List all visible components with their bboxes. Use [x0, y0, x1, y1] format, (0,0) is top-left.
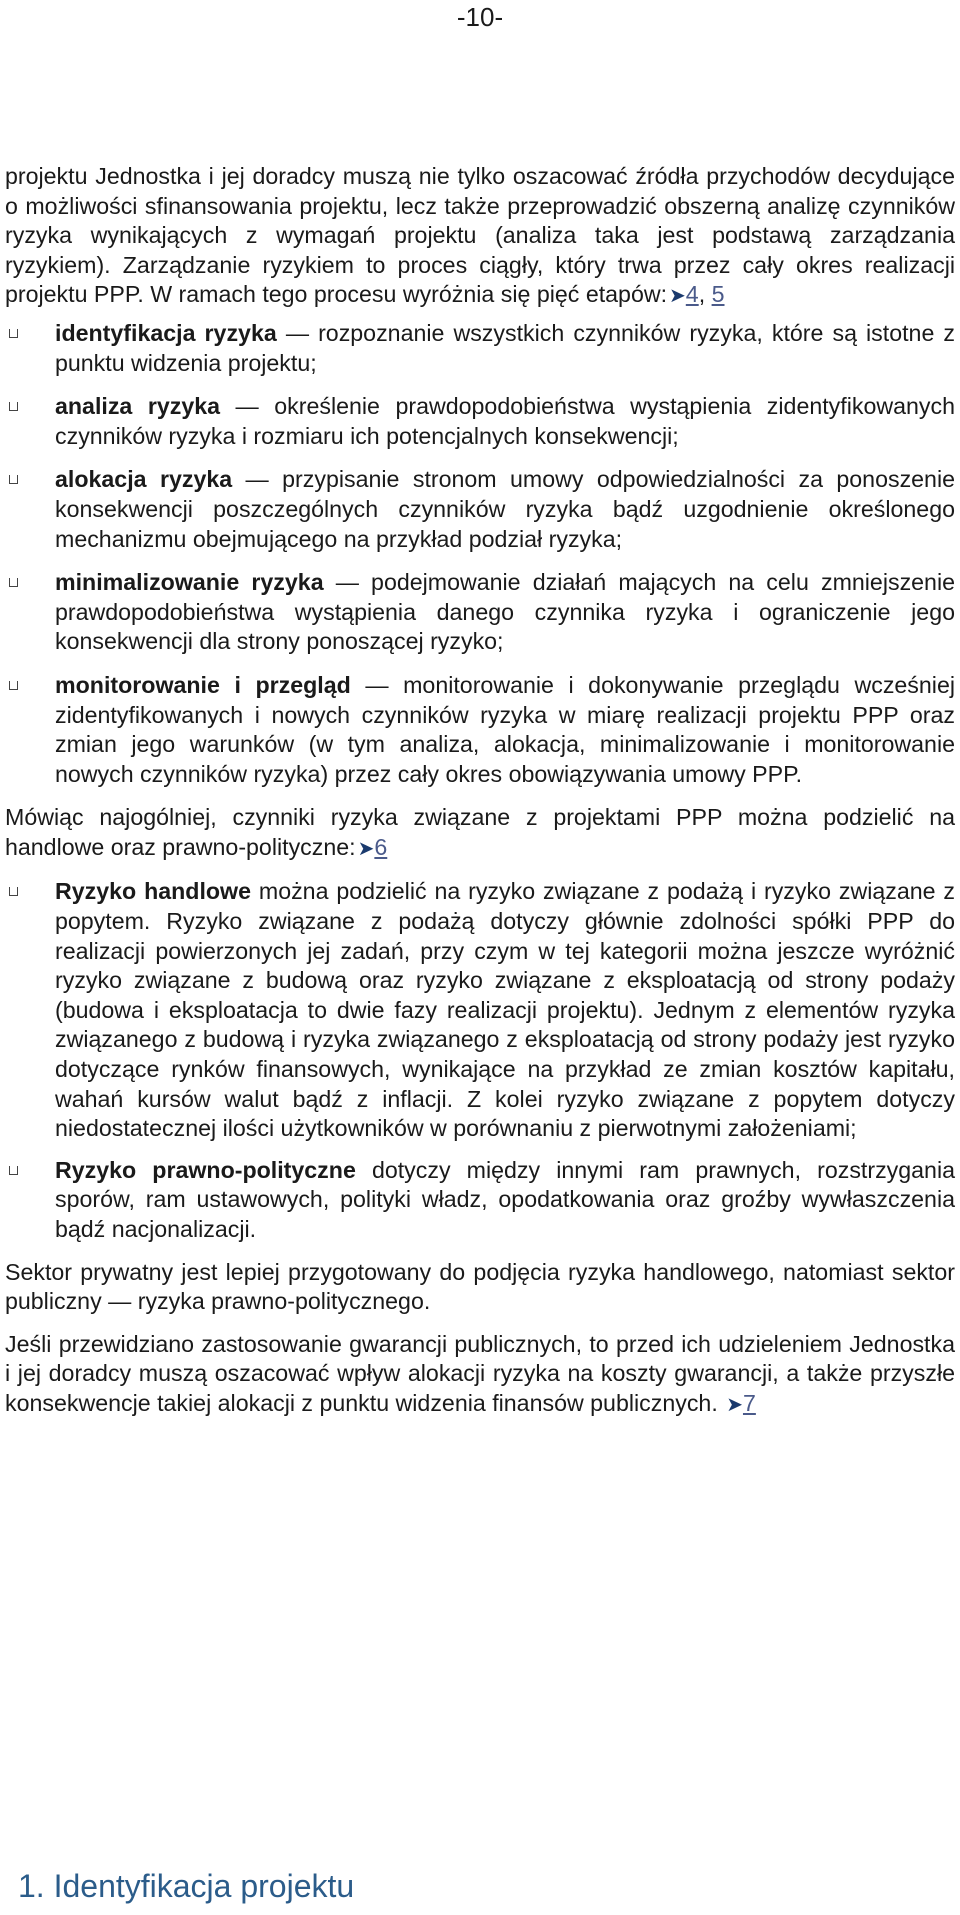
guarantee-paragraph — [5, 1330, 955, 1421]
footnote-link-4[interactable]: 4 — [685, 281, 699, 308]
stage-description: określenie prawdopodobieństwa wystąpienia zidentyfikowanych czynników ryzyka i rozmiaru ich potencjalnych konsekwencji; — [55, 393, 955, 449]
list-item — [5, 1156, 955, 1245]
stage-dash: — — [276, 319, 319, 346]
stage-term: analiza ryzyka — [55, 393, 221, 420]
section-heading: 1. Identyfikacja projektu — [18, 1868, 355, 1904]
square-bullet-icon — [9, 887, 18, 896]
list-item — [5, 465, 955, 554]
square-bullet-icon — [9, 1166, 18, 1175]
square-bullet-icon — [9, 329, 18, 338]
list-item — [5, 319, 955, 378]
square-bullet-icon — [9, 681, 18, 690]
risk-type-description: można podzielić na ryzyko związane z podażą i ryzyko związane z popytem. Ryzyko związane z podażą dotyczy głównie zdolności spółki PPP do realizacji powierzonych jej zadań, przy czym w tej kategorii można jeszcze wyróżnić ryzyko związane z budową oraz ryzyko związane z eksploatacją od strony podaży (budowa i eksploatacja to dwie fazy realizacji projektu). Jednym z elementów ryzyka związanego z budową i ryzyka związanego z eksploatacją od strony podaży jest ryzyko dotyczące rynków finansowych, wynikające na przykład ze zmian kosztów kapitału, wahań kursów walut bądź z inflacji. Z kolei ryzyko związane z popytem dotyczy niedostatecznej ilości użytkowników w porównaniu z pierwotnymi założeniami; — [55, 878, 955, 1142]
page-number: -10- — [456, 2, 504, 32]
risk-type-description: dotyczy między innymi ram prawnych, rozstrzygania sporów, ram ustawowych, polityki władz, opodatkowania oraz groźby wywłaszczenia bądź nacjonalizacji. — [55, 1156, 955, 1242]
guarantee-text: Jeśli przewidziano zastosowanie gwarancji publicznych, to przed ich udzieleniem Jednostka i jej doradcy muszą oszacować wpływ alokacji ryzyka na koszty gwarancji, a także przyszłe konsekwencje takiej alokacji z punktu widzenia finansów publicznych. — [5, 1330, 955, 1416]
list-item — [5, 568, 955, 657]
risk-type-term: Ryzyko prawno-polityczne — [55, 1156, 356, 1183]
arrow-right-icon: ➤ — [357, 837, 375, 860]
square-bullet-icon — [9, 402, 18, 411]
division-text: Mówiąc najogólniej, czynniki ryzyka związane z projektami PPP można podzielić na handlowe oraz prawno-polityczne: — [5, 804, 955, 860]
risk-division-paragraph — [5, 803, 955, 864]
list-item — [5, 671, 955, 789]
stage-dash: — — [350, 671, 404, 698]
stage-dash: — — [220, 393, 275, 420]
stage-dash: — — [323, 569, 372, 596]
risk-type-term: Ryzyko handlowe — [55, 878, 251, 905]
reference-separator: , — [698, 281, 712, 308]
stage-term: minimalizowanie ryzyka — [55, 569, 324, 596]
list-item — [5, 877, 955, 1143]
list-item — [5, 392, 955, 451]
footnote-link-5[interactable]: 5 — [711, 281, 725, 308]
risk-types-list — [5, 877, 955, 1244]
stage-description: monitorowanie i dokonywanie przeglądu wcześniej zidentyfikowanych i nowych czynników ryzyka w miarę realizacji projektu PPP oraz zmian jego warunków (w tym analiza, alokacja, minimalizowanie i monitorowanie nowych czynników ryzyka) przez cały okres obowiązywania umowy PPP. — [55, 671, 955, 787]
sector-note-paragraph: Sektor prywatny jest lepiej przygotowany do podjęcia ryzyka handlowego, natomiast sektor publiczny — ryzyka prawno-politycznego. — [5, 1258, 955, 1315]
stage-term: monitorowanie i przegląd — [55, 671, 351, 698]
risk-stages-list — [5, 319, 955, 789]
arrow-right-icon: ➤ — [726, 1393, 743, 1416]
stage-term: alokacja ryzyka — [55, 466, 233, 493]
stage-dash: — — [232, 466, 283, 493]
square-bullet-icon — [9, 578, 18, 587]
arrow-right-icon: ➤ — [669, 285, 686, 308]
footnote-link-7[interactable]: 7 — [742, 1389, 756, 1416]
stage-description: rozpoznanie wszystkich czynników ryzyka, które są istotne z punktu widzenia projektu; — [55, 319, 955, 376]
intro-paragraph — [5, 162, 955, 312]
footnote-link-6[interactable]: 6 — [374, 833, 388, 860]
document-body — [5, 162, 955, 1434]
stage-description: podejmowanie działań mających na celu zmniejszenie prawdopodobieństwa wystąpienia danego czynnika ryzyka i ograniczenie jego konsekwencji dla strony ponoszącej ryzyko; — [55, 569, 955, 655]
square-bullet-icon — [9, 475, 18, 484]
intro-text: projektu Jednostka i jej doradcy muszą nie tylko oszacować źródła przychodów decydujące o możliwości sfinansowania projektu, lecz także przeprowadzić obszerną analizę czynników ryzyka wynikających z wymagań projektu (analiza taka jest podstawą zarządzania ryzykiem). Zarządzanie ryzykiem to proces ciągły, który trwa przez cały okres realizacji projektu PPP. W ramach tego procesu wyróżnia się pięć etapów: — [5, 163, 955, 308]
stage-description: przypisanie stronom umowy odpowiedzialności za ponoszenie konsekwencji poszczególnych czynników ryzyka bądź uzgodnienie określonego mechanizmu obejmującego na przykład podział ryzyka; — [55, 466, 955, 552]
stage-term: identyfikacja ryzyka — [55, 319, 277, 346]
